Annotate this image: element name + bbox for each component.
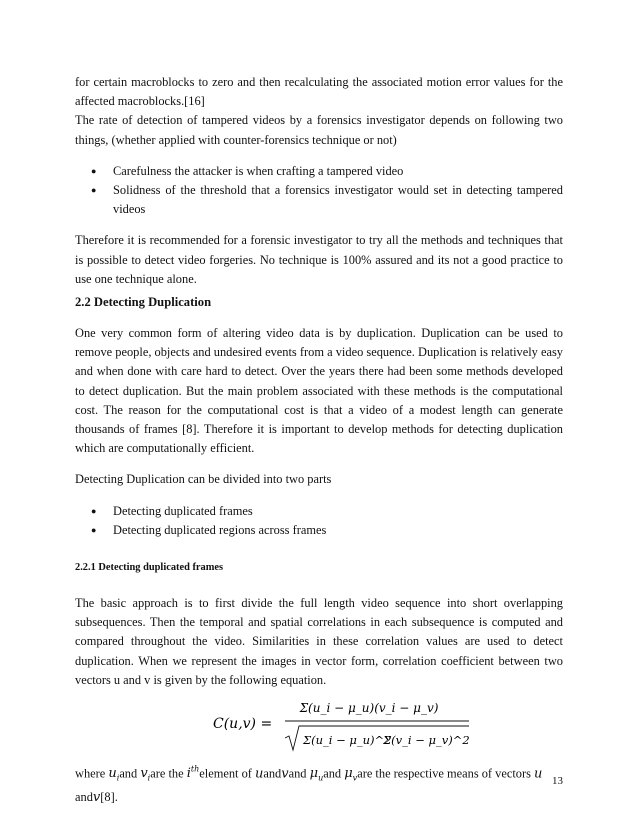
equation-block <box>75 690 563 760</box>
bullet-icon: ● <box>91 185 97 196</box>
correlation-equation <box>213 694 473 754</box>
bullet-icon: ● <box>91 505 97 516</box>
math-u-vector: u <box>534 766 543 782</box>
math-mu-v: $\mu_v$ <box>344 766 358 783</box>
equation-denominator-left: Σ(u_i − μ_u)^2 <box>303 733 392 748</box>
bullet-icon: ● <box>91 524 97 535</box>
bullet-icon: ● <box>91 165 97 176</box>
paragraph-intro-continued: for certain macroblocks to zero and then recalculating the associated motion error values for the affected macroblocks.[16] <box>75 75 563 109</box>
paragraph-basic-approach: The basic approach is to first divide the full length video sequence into short overlapping subsequences. Then the temporal and spatial correlations in each subsequence is computed and compared throughout the video. Similarities in these correlation values are used to detect duplication. When we represent the images in vector form, correlation coefficient between two vectors u and v is given by the following equation. <box>75 596 563 687</box>
paragraph-duplication: One very common form of altering video data is by duplication. Duplication can be used to remove people, objects and undesired events from a video sequence. Duplication is relatively easy and when done with care hard to detect. Over the years there had been some methods developed to detect duplication. But the main problem associated with these methods is the computational cost. The reason for the computational cost is that a video of a modest length can generate thousands of frames [8]. Therefore it is important to develop methods for detecting duplication which are computationally efficient. <box>75 326 563 456</box>
math-mu-u: $\mu_u$ <box>309 766 324 783</box>
bullet-list-factors <box>75 162 563 220</box>
list-item: ● Carefulness the attacker is when crafting a tampered video <box>75 162 563 181</box>
subsection-heading: 2.2.1 Detecting duplicated frames <box>75 562 224 574</box>
list-item: ● Detecting duplicated frames <box>75 502 563 521</box>
bullet-list-parts <box>75 502 563 540</box>
math-v: v <box>281 766 289 782</box>
math-u-i: $u_i$ <box>108 766 120 783</box>
equation-lhs: C(u,v) = <box>213 716 273 733</box>
equation-explanation: where $u_iand$ $v_iare$ the $i^{th}element$ of uandvand $\mu_uand$ $\mu_vare$ the respective means of vectors u <box>75 765 543 783</box>
section-heading: 2.2 Detecting Duplication <box>75 295 212 310</box>
math-u: u <box>254 766 264 782</box>
equation-denominator-right: Σ(v_i − μ_v)^2 <box>383 733 470 748</box>
paragraph-divided: Detecting Duplication can be divided into two parts <box>75 472 332 487</box>
list-item: ● Detecting duplicated regions across frames <box>75 521 563 540</box>
equation-numerator: Σ(u_i − μ_u)(v_i − μ_v) <box>299 701 439 716</box>
math-v-i: $v_i$ <box>140 766 151 783</box>
list-item: ● Solidness of the threshold that a forensics investigator would set in detecting tampered videos <box>91 183 563 217</box>
math-v-vector: v <box>92 790 101 806</box>
paragraph-recommendation: Therefore it is recommended for a forensic investigator to try all the methods and techniques that is possible to detect video forgeries. No technique is 100% assured and its not a good practice to use one technique alone. <box>75 233 563 286</box>
page-number: 13 <box>552 775 563 787</box>
page-content <box>75 73 563 807</box>
math-i-th: $i^{th}$ <box>186 765 200 782</box>
paragraph-detection-rate: The rate of detection of tampered videos by a forensics investigator depends on following two things, (whether applied with counter-forensics technique or not) <box>75 113 563 147</box>
equation-explanation-line2: andv[8]. <box>75 790 118 806</box>
